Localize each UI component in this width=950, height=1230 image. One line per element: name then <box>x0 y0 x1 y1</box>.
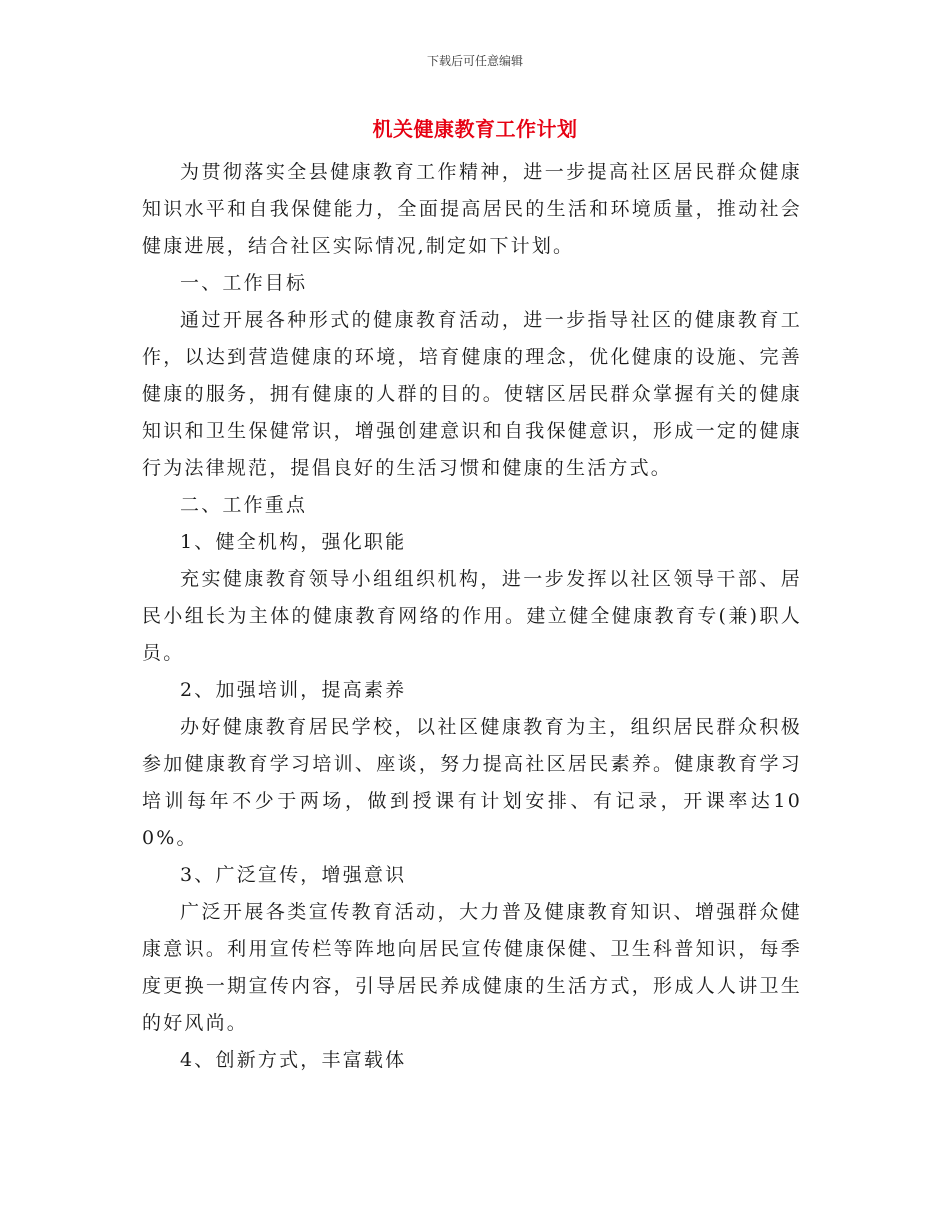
section-heading-focus: 二、工作重点 <box>180 494 308 516</box>
subheading-innovation: 4、创新方式，丰富载体 <box>180 1049 407 1071</box>
section-heading-goals: 一、工作目标 <box>180 272 308 294</box>
publicity-paragraph: 广泛开展各类宣传教育活动，大力普及健康教育知识、增强群众健康意识。利用宣传栏等阵地向居民宣传健康保健、卫生科普知识，每季度更换一期宣传内容，引导居民养成健康的生活方式，形成人人讲卫生的好风尚。 <box>142 901 802 1034</box>
document-title: 机关健康教育工作计划 <box>372 117 578 141</box>
intro-paragraph: 为贯彻落实全县健康教育工作精神，进一步提高社区居民群众健康知识水平和自我保健能力，全面提高居民的生活和环境质量，推动社会健康进展，结合社区实际情况,制定如下计划。 <box>142 161 802 257</box>
goals-paragraph: 通过开展各种形式的健康教育活动，进一步指导社区的健康教育工作，以达到营造健康的环境，培育健康的理念，优化健康的设施、完善健康的服务，拥有健康的人群的目的。使辖区居民群众掌握有关的健康知识和卫生保健常识，增强创建意识和自我保健意识，形成一定的健康行为法律规范，提倡良好的生活习惯和健康的生活方式。 <box>142 309 802 479</box>
subheading-publicity: 3、广泛宣传，增强意识 <box>180 864 407 886</box>
subheading-organization: 1、健全机构，强化职能 <box>180 531 407 553</box>
organization-paragraph: 充实健康教育领导小组组织机构，进一步发挥以社区领导干部、居民小组长为主体的健康教育网络的作用。建立健全健康教育专(兼)职人员。 <box>142 568 802 664</box>
page-header-note: 下载后可任意编辑 <box>426 54 523 68</box>
subheading-training: 2、加强培训，提高素养 <box>180 679 407 701</box>
training-paragraph: 办好健康教育居民学校，以社区健康教育为主，组织居民群众积极参加健康教育学习培训、座谈，努力提高社区居民素养。健康教育学习培训每年不少于两场，做到授课有计划安排、有记录，开课率达100%。 <box>142 716 802 849</box>
document-body <box>142 154 802 1079</box>
